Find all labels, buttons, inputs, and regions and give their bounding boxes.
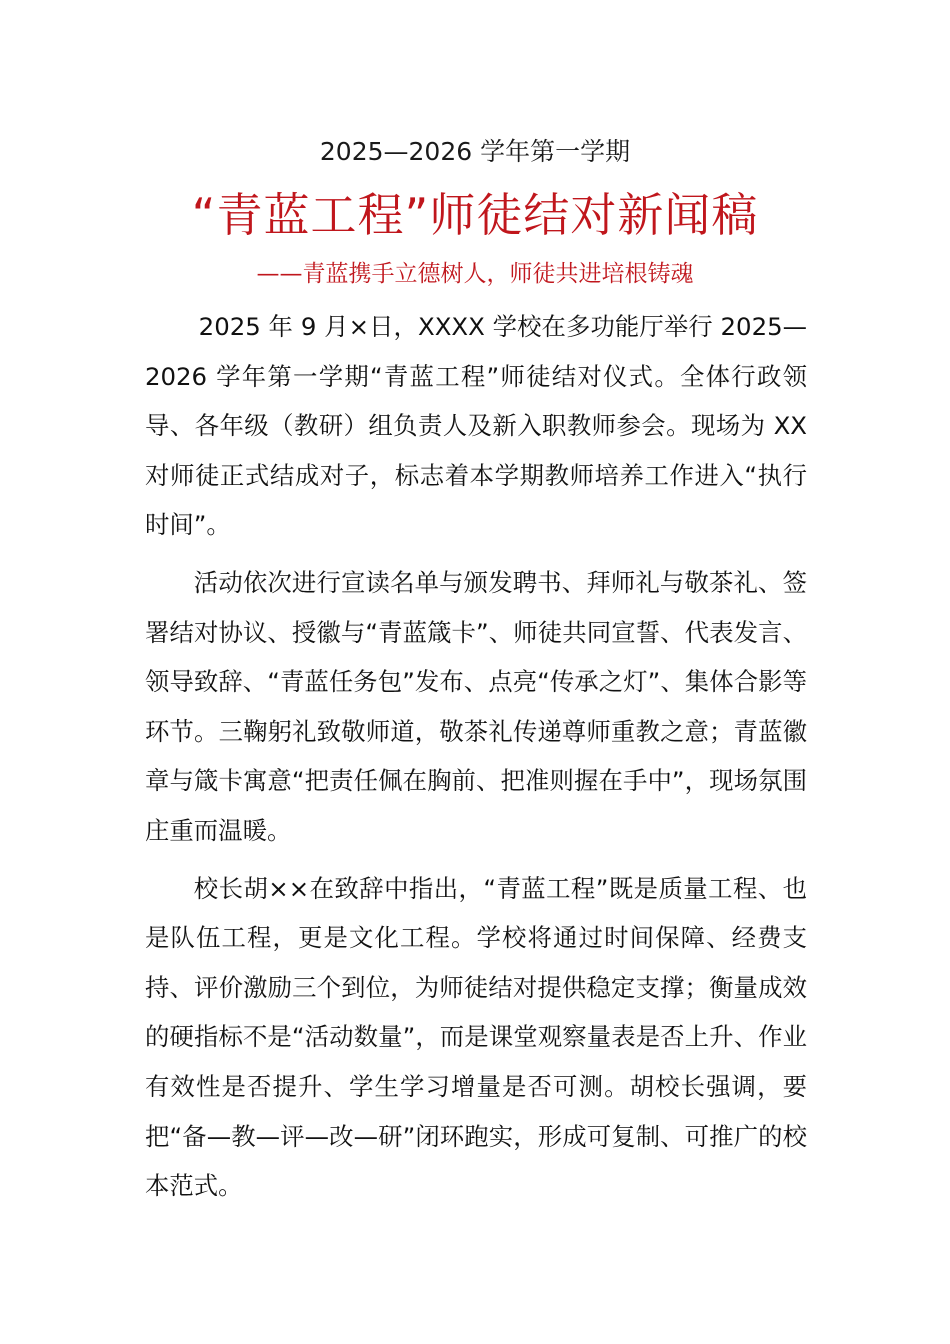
paragraph-3: 校长胡××在致辞中指出，“青蓝工程”既是质量工程、也是队伍工程，更是文化工程。学校将通过时间保障、经费支持、评价激励三个到位，为师徒结对提供稳定支撑；衡量成效的硬指标不是“活动数量”，而是课堂观察量表是否上升、作业有效性是否提升、学生学习增量是否可测。胡校长强调，要把“备—教—评—改—研”闭环跑实，形成可复制、可推广的校本范式。: [145, 873, 807, 1201]
paragraph-1: 2025 年 9 月×日，XXXX 学校在多功能厅举行 2025—2026 学年第一学期“青蓝工程”师徒结对仪式。全体行政领导、各年级（教研）组负责人及新入职教师参会。现场为 XX 对师徒正式结成对子，标志着本学期教师培养工作进入“执行时间”。: [145, 312, 807, 540]
semester-heading: 2025—2026 学年第一学期: [319, 137, 631, 166]
article-body: [145, 302, 807, 1219]
paragraph-2: 活动依次进行宣读名单与颁发聘书、拜师礼与敬茶礼、签署结对协议、授徽与“青蓝箴卡”、师徒共同宣誓、代表发言、领导致辞、“青蓝任务包”发布、点亮“传承之灯”、集体合影等环节。三鞠躬礼致敬师道，敬茶礼传递尊师重教之意；青蓝徽章与箴卡寓意“把责任佩在胸前、把准则握在手中”，现场氛围庄重而温暖。: [145, 567, 807, 845]
page-subtitle: ——青蓝携手立德树人，师徒共进培根铸魂: [256, 261, 694, 287]
page-title: “青蓝工程”师徒结对新闻稿: [191, 188, 759, 242]
